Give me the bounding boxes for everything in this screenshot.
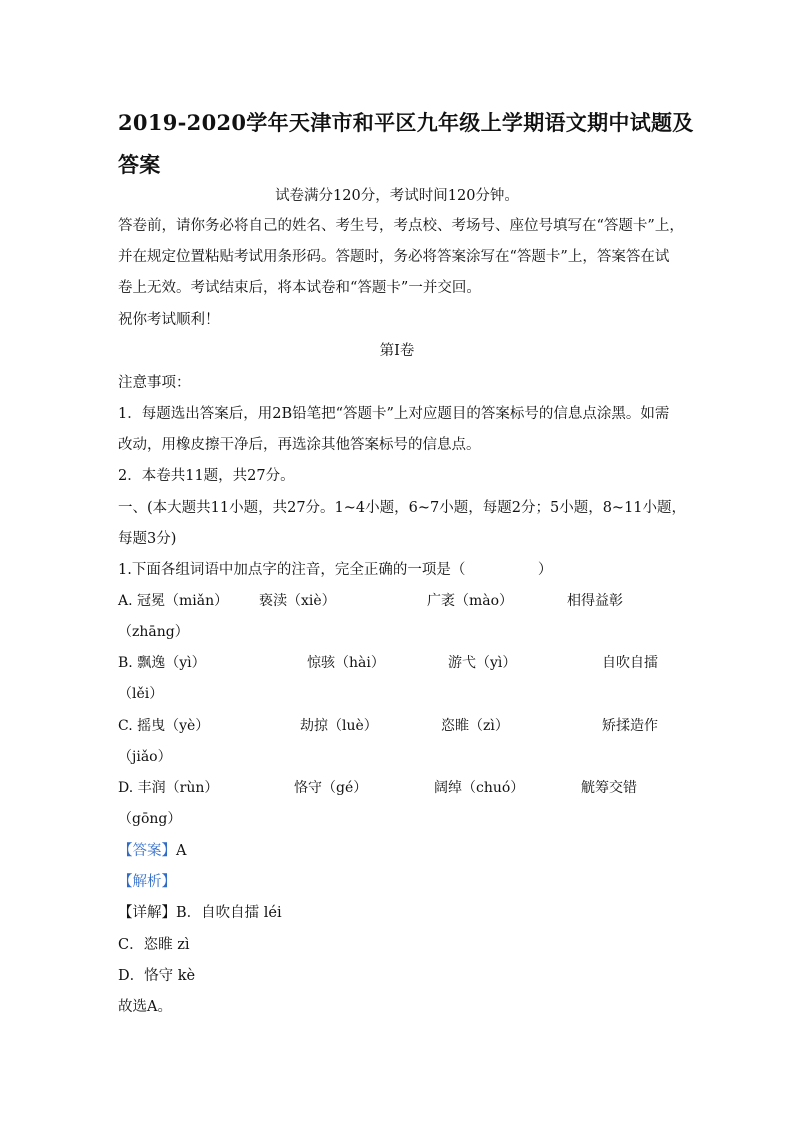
answer-value: A [176,843,187,859]
option-d-word-3: 阔绰（chuó） [434,780,525,796]
option-d-tail: （gōng） [118,811,182,827]
option-c-word-1: C. 摇曳（yè） [118,718,210,734]
part-1-line-1: 一、(本大题共11小题，共27分。1~4小题，6~7小题，每题2分；5小题，8~11小题， [118,500,687,516]
title-line-2: 答案 [118,152,161,177]
answer-row [118,841,186,861]
title-line-1: 2019-2020学年天津市和平区九年级上学期语文期中试题及 [118,110,694,135]
note-2: 2．本卷共11题，共27分。 [118,468,295,484]
exam-info: 试卷满分120分，考试时间120分钟。 [275,188,519,204]
option-b-tail: （lěi） [118,686,164,702]
conclusion: 故选A。 [118,999,172,1015]
option-b-word-1: B. 飘逸（yì） [118,655,206,671]
option-c-tail: （jiǎo） [118,749,172,765]
option-b-word-2: 惊骇（hài） [307,655,385,671]
option-a-word-1: A. 冠冕（miǎn） [118,593,229,609]
option-d-word-1: D. 丰润（rùn） [118,780,219,796]
detail-line-1: B．自吹自擂 léi [176,905,282,921]
analysis-tag: 【解析】 [118,874,176,890]
option-c-word-4: 矫揉造作 [602,718,658,734]
detail-row [118,903,282,923]
option-b-word-3: 游弋（yì） [448,655,517,671]
option-d-word-2: 恪守（gé） [294,780,368,796]
option-c-word-2: 劫掠（luè） [300,718,378,734]
intro-line-1: 答卷前，请你务必将自己的姓名、考生号，考点校、考场号、座位号填写在“答题卡”上， [118,218,684,234]
part-1-line-2: 每题3分) [118,531,177,547]
option-d-word-4: 觥筹交错 [581,780,637,796]
detail-line-2: C．恣睢 zì [118,937,190,953]
document-title [118,102,698,186]
intro-line-3: 卷上无效。考试结束后，将本试卷和“答题卡”一并交回。 [118,280,481,296]
option-a-word-2: 亵渎（xiè） [259,593,336,609]
option-a-tail: （zhāng） [118,624,189,640]
section-heading: 第Ⅰ卷 [379,343,415,359]
note-1-line-1: 1．每题选出答案后，用2B铅笔把“答题卡”上对应题目的答案标号的信息点涂黑。如需 [118,406,670,422]
notes-title: 注意事项： [118,375,191,391]
option-a-word-4: 相得益彰 [567,593,623,609]
option-a-word-3: 广袤（mào） [427,593,514,609]
option-b-word-4: 自吹自擂 [602,655,658,671]
intro-line-2: 并在规定位置粘贴考试用条形码。答题时，务必将答案涂写在“答题卡”上，答案答在试 [118,249,670,265]
detail-line-3: D．恪守 kè [118,968,196,984]
answer-tag: 【答案】 [118,843,176,859]
note-1-line-2: 改动，用橡皮擦干净后，再选涂其他答案标号的信息点。 [118,437,481,453]
question-1: 1.下面各组词语中加点字的注音，完全正确的一项是（ ） [118,562,553,578]
detail-tag: 【详解】 [118,905,176,921]
wish-text: 祝你考试顺利！ [118,312,220,328]
option-c-word-3: 恣睢（zì） [441,718,509,734]
